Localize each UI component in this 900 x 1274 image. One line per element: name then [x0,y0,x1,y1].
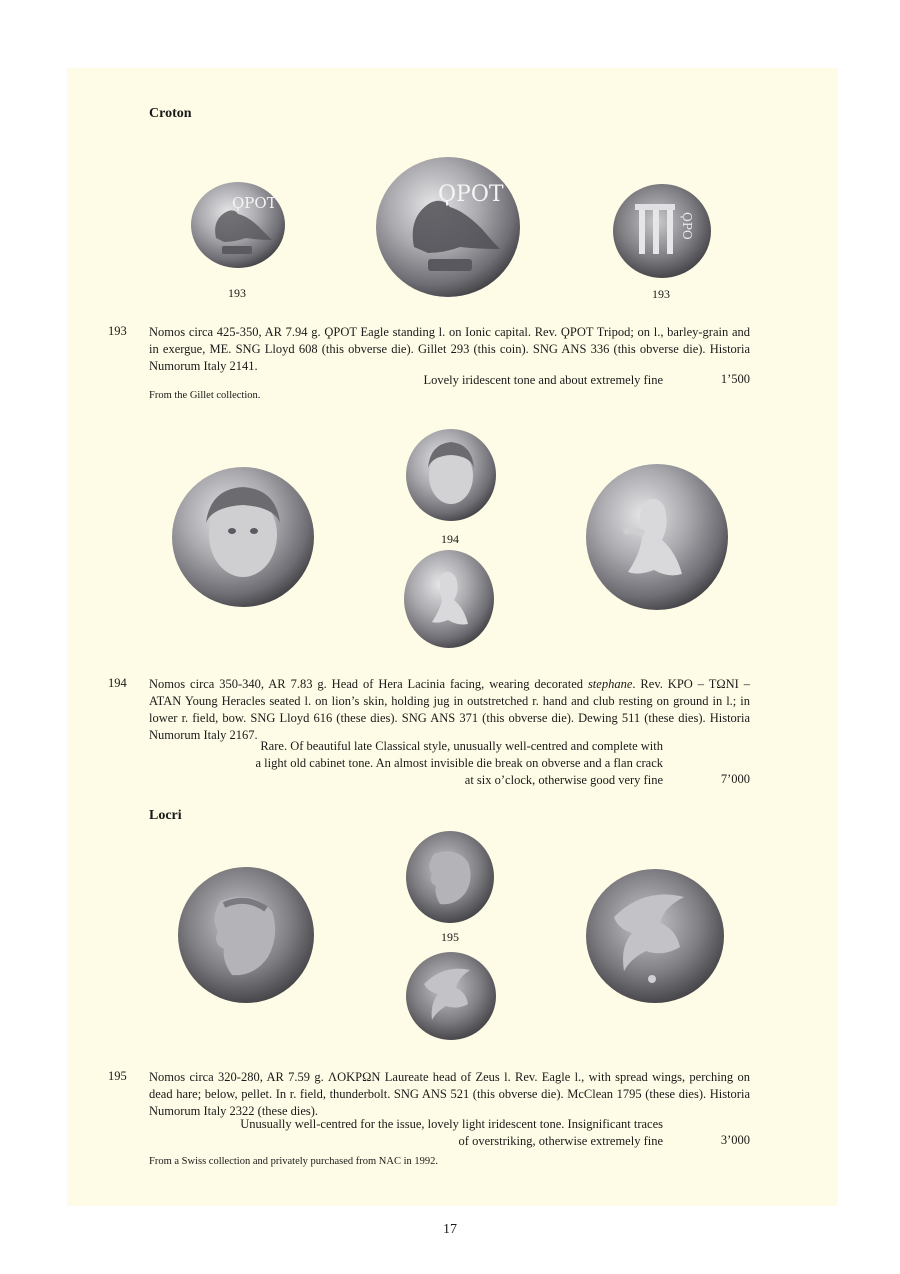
plate-label: 193 [228,286,246,300]
lot-estimate-price: 1’500 [720,372,750,386]
coin-194-reverse-large-image [584,462,730,612]
coin-legend-text: ϘΡΟ [680,212,694,240]
lot-description: Nomos circa 350-340, AR 7.83 g. Head of Hera Lacinia facing, wearing decorated stephane. Rev. KPO – TΩNI – ATAN Young Heracles seated l. on lion’s skin, holding jug in outstretched r. hand and club resting on ground in l.; in lower r. field, bow. SNG Lloyd 616 (these dies). SNG ANS 371 (this obverse die). Dewing 511 (these dies). Historia Numorum Italy 2167. [149,677,750,742]
italic-term: stephane [587,677,633,691]
coin-195-reverse-small-image [404,950,498,1042]
lot-estimate-price: 3’000 [720,1133,750,1147]
coin-legend-text: ϘΡΟΤ [232,194,277,212]
coin-193-obverse-large-image [374,155,522,300]
coin-195-obverse-small-image [404,830,496,925]
lot-estimate-price: 7’000 [720,772,750,786]
section-heading-croton: Croton [149,106,192,121]
lot-grade: Lovely iridescent tone and about extremely fine [423,373,663,387]
lot-provenance: From a Swiss collection and privately purchased from NAC in 1992. [149,1156,438,1167]
lot-number: 194 [108,676,127,690]
plate-label: 194 [441,532,459,546]
coin-194-obverse-large-image [170,465,316,610]
coin-194-obverse-small-image [404,428,498,523]
page-number: 17 [443,1222,457,1237]
coin-195-obverse-large-image [176,865,316,1005]
plate-label: 193 [652,287,670,301]
coin-193-reverse-image [611,182,713,280]
lot-description: Nomos circa 425-350, AR 7.94 g. ϘPOT Eagle standing l. on Ionic capital. Rev. ϘPOT Tripod; on l., barley-grain and in exergue, ME. SNG Lloyd 608 (this obverse die). Gillet 293 (this coin). SNG ANS 336 (this obverse die). Historia Numorum Italy 2141. [149,325,750,373]
lot-grade: Rare. Of beautiful late Classical style, unusually well-centred and complete with a light old cabinet tone. An almost invisible die break on obverse and a flan crack at six o’clock, otherwise good very fine [255,739,663,787]
lot-number: 195 [108,1069,127,1083]
lot-grade: Unusually well-centred for the issue, lovely light iridescent tone. Insignificant traces of overstriking, otherwise extremely fine [240,1117,663,1148]
coin-193-obverse-small-image [188,180,288,270]
lot-provenance: From the Gillet collection. [149,390,261,401]
coin-194-reverse-small-image [402,548,497,650]
lot-number: 193 [108,324,127,338]
coin-195-reverse-large-image [584,867,726,1005]
lot-description: Nomos circa 320-280, AR 7.59 g. ΛOKPΩN Laureate head of Zeus l. Rev. Eagle l., with spread wings, perching on dead hare; below, pellet. In r. field, thunderbolt. SNG ANS 521 (this obverse die). McClean 1795 (these dies). Historia Numorum Italy 2322 (these dies). [149,1070,750,1118]
coin-legend-text: ϘΡΟΤ [438,182,504,207]
plate-label: 195 [441,930,459,944]
section-heading-locri: Locri [149,808,182,823]
